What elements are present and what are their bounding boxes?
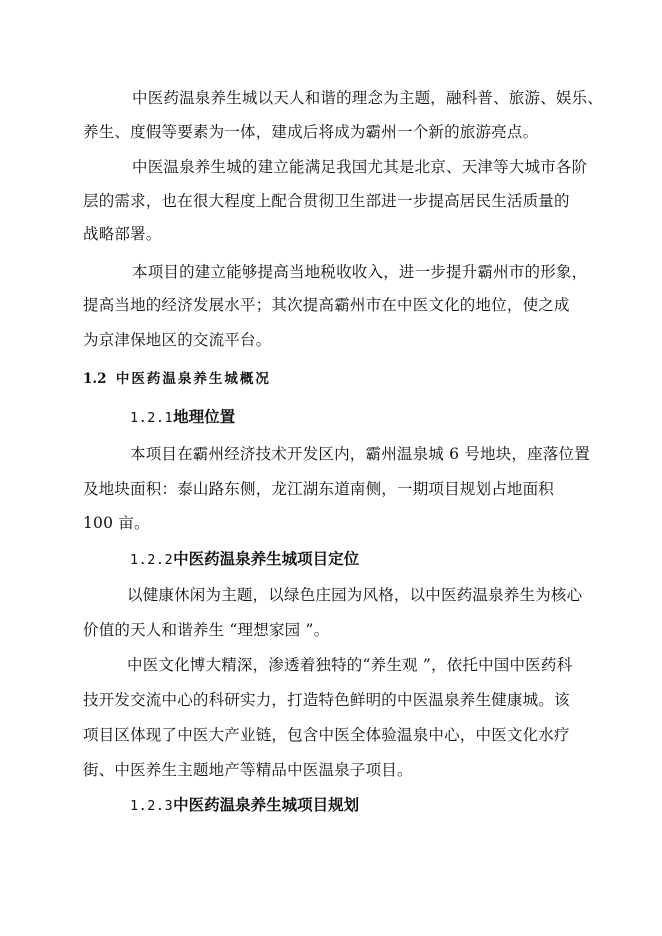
text-line: 提高当地的经济发展水平；其次提高霸州市在中医文化的地位，使之成 [83, 296, 570, 314]
text-line: 中医温泉养生城的建立能满足我国尤其是北京、天津等大城市各阶 [132, 158, 588, 176]
text-line: 技开发交流中心的科研实力，打造特色鲜明的中医温泉养生健康城。该 [83, 691, 570, 709]
section-heading [83, 369, 271, 389]
subsection-number: 1.2.1 [130, 410, 174, 426]
text-line: 中医文化博大精深，渗透着独特的“养生观 ”，依托中国中医药科 [127, 656, 573, 674]
text-line: 中医药温泉养生城以天人和谐的理念为主题，融科普、旅游、娱乐、 [132, 89, 604, 107]
text-line: 价值的天人和谐养生 “理想家园 ”。 [83, 621, 330, 639]
text-line: 以健康休闲为主题，以绿色庄园为风格，以中医药温泉养生为核心 [127, 586, 583, 604]
subsection-heading [130, 407, 235, 428]
text-line: 及地块面积：泰山路东侧，龙江湖东道南侧，一期项目规划占地面积 [83, 480, 555, 498]
subsection-title: 中医药温泉养生城项目定位 [173, 550, 360, 568]
section-number: 1.2 [83, 371, 107, 387]
text-line: 养生、度假等要素为一体，建成后将成为霸州一个新的旅游亮点。 [83, 123, 539, 141]
subsection-title: 地理位置 [173, 408, 236, 426]
text-line: 街、中医养生主题地产等精品中医温泉子项目。 [83, 761, 413, 779]
text-line: 本项目的建立能够提高当地税收收入，进一步提升霸州市的形象， [132, 263, 588, 281]
subsection-heading [130, 795, 359, 816]
text-line: 层的需求，也在很大程度上配合贯彻卫生部进一步提高居民生活质量的 [83, 192, 570, 210]
text-line: 本项目在霸州经济技术开发区内，霸州温泉城 6 号地块，座落位置 [130, 445, 590, 463]
section-title: 中医药温泉养生城概况 [115, 371, 271, 387]
text-line: 项目区体现了中医大产业链，包含中医全体验温泉中心，中医文化水疗 [83, 726, 570, 744]
subsection-number: 1.2.2 [130, 552, 174, 568]
text-line: 为京津保地区的交流平台。 [83, 331, 272, 349]
subsection-heading [130, 549, 359, 570]
text-line: 战略部署。 [83, 225, 162, 243]
subsection-title: 中医药温泉养生城项目规划 [173, 796, 360, 814]
subsection-number: 1.2.3 [130, 798, 174, 814]
text-line: 100 亩。 [83, 514, 150, 532]
